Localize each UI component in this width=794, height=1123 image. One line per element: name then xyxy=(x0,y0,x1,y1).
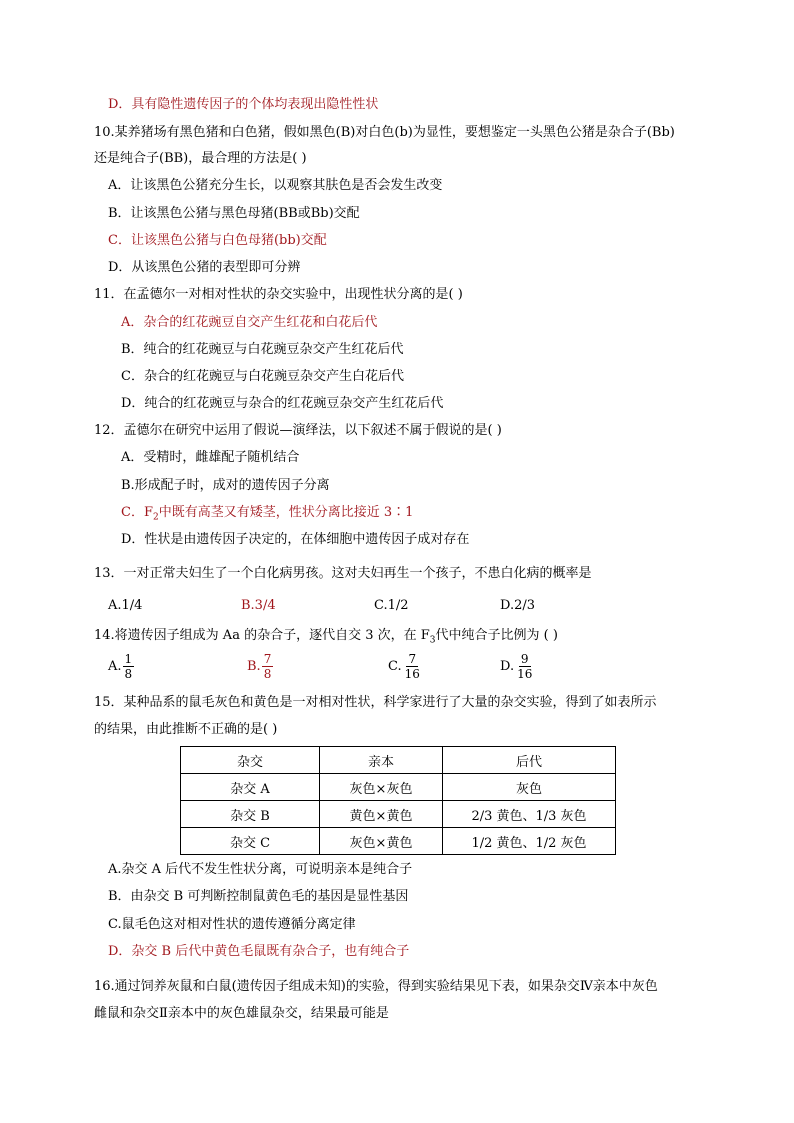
table-cell: 杂交 B xyxy=(181,801,320,828)
q14-option-c-numerator: 7 xyxy=(408,652,417,666)
q11-option-c: C．杂合的红花豌豆与白花豌豆杂交产生白花后代 xyxy=(121,369,404,384)
q15-stem-line2: 的结果，由此推断不正确的是( ) xyxy=(94,722,278,737)
q12-option-c-subscript: 2 xyxy=(152,512,159,523)
table-row xyxy=(181,828,616,855)
q14-option-b-label: B. xyxy=(247,659,261,674)
q12-option-a: A．受精时，雌雄配子随机结合 xyxy=(121,450,300,465)
q10-option-a: A．让该黑色公猪充分生长，以观察其肤色是否会发生改变 xyxy=(108,178,443,193)
q14-stem-prefix: 14.将遗传因子组成为 Aa 的杂合子，逐代自交 3 次，在 F xyxy=(94,628,430,643)
q14-option-c-fraction xyxy=(403,652,422,681)
q11-option-a: A．杂合的红花豌豆自交产生红花和白花后代 xyxy=(121,315,378,330)
q14-option-a xyxy=(108,652,134,681)
q14-option-c-denominator: 16 xyxy=(404,667,420,681)
q13-option-a: A.1/4 xyxy=(108,598,143,613)
table-row xyxy=(181,801,616,828)
table-row xyxy=(181,774,616,801)
q14-option-c xyxy=(388,652,422,681)
q12-option-d: D．性状是由遗传因子决定的，在体细胞中遗传因子成对存在 xyxy=(121,532,470,547)
q14-option-d xyxy=(500,652,534,681)
table-cell: 1/2 黄色、1/2 灰色 xyxy=(443,828,616,855)
table-cell: 2/3 黄色、1/3 灰色 xyxy=(443,801,616,828)
q13-option-b: B.3/4 xyxy=(241,598,276,613)
table-header-cell: 亲本 xyxy=(320,747,443,774)
q14-option-b xyxy=(247,652,273,681)
q12-option-b: B.形成配子时，成对的遗传因子分离 xyxy=(121,478,330,493)
q10-stem-line1: 10.某养猪场有黑色猪和白色猪，假如黑色(B)对白色(b)为显性，要想鉴定一头黑色公猪是杂合子(Bb) xyxy=(94,125,675,140)
q10-option-b: B．让该黑色公猪与黑色母猪(BB或Bb)交配 xyxy=(108,206,360,221)
q14-option-d-numerator: 9 xyxy=(520,652,529,666)
q14-stem xyxy=(94,627,558,650)
q14-option-d-fraction xyxy=(515,652,534,681)
q13-option-d: D.2/3 xyxy=(500,598,536,613)
q15-option-c: C.鼠毛色这对相对性状的遗传遵循分离定律 xyxy=(108,917,356,932)
q14-option-b-numerator: 7 xyxy=(263,652,272,666)
q14-option-a-fraction xyxy=(123,652,135,681)
q11-stem: 11．在孟德尔一对相对性状的杂交实验中，出现性状分离的是( ) xyxy=(94,287,463,302)
q12-option-c-prefix: C．F xyxy=(121,505,153,520)
q15-option-b: B．由杂交 B 可判断控制鼠黄色毛的基因是显性基因 xyxy=(108,889,409,904)
q14-option-a-numerator: 1 xyxy=(124,652,133,666)
q12-option-c xyxy=(121,504,413,527)
table-cell: 灰色×黄色 xyxy=(320,828,443,855)
q16-stem-line2: 雌鼠和杂交Ⅱ亲本中的灰色雄鼠杂交，结果最可能是 xyxy=(94,1006,389,1021)
q14-option-a-denominator: 8 xyxy=(124,667,133,681)
q16-stem-line1: 16.通过饲养灰鼠和白鼠(遗传因子组成未知)的实验，得到实验结果见下表，如果杂交Ⅳ亲本中灰色 xyxy=(94,979,658,994)
q14-option-b-denominator: 8 xyxy=(263,667,272,681)
table-cell: 杂交 A xyxy=(181,774,320,801)
table-header-row xyxy=(181,747,616,774)
q9-option-d: D．具有隐性遗传因子的个体均表现出隐性性状 xyxy=(108,97,379,112)
q15-stem-line1: 15．某种品系的鼠毛灰色和黄色是一对相对性状，科学家进行了大量的杂交实验，得到了如表所示 xyxy=(94,695,657,710)
q14-option-c-label: C. xyxy=(388,659,402,674)
table-cell: 灰色×灰色 xyxy=(320,774,443,801)
q13-option-c: C.1/2 xyxy=(374,598,409,613)
q14-option-d-label: D. xyxy=(500,659,515,674)
q12-option-c-text: 中既有高茎又有矮茎，性状分离比接近 3∶1 xyxy=(158,505,414,520)
q11-option-b: B．纯合的红花豌豆与白花豌豆杂交产生红花后代 xyxy=(121,342,404,357)
q10-stem-line2: 还是纯合子(BB)，最合理的方法是( ) xyxy=(94,151,307,166)
q10-option-c: C．让该黑色公猪与白色母猪(bb)交配 xyxy=(108,233,327,248)
q15-option-d: D．杂交 B 后代中黄色毛鼠既有杂合子，也有纯合子 xyxy=(108,944,410,959)
q13-stem: 13．一对正常夫妇生了一个白化病男孩。这对夫妇再生一个孩子，不患白化病的概率是 xyxy=(94,566,592,581)
cross-result-table xyxy=(180,746,616,855)
q12-stem: 12．孟德尔在研究中运用了假说—演绎法，以下叙述不属于假说的是( ) xyxy=(94,423,502,438)
table-cell: 杂交 C xyxy=(181,828,320,855)
table-header-cell: 后代 xyxy=(443,747,616,774)
table-header-cell: 杂交 xyxy=(181,747,320,774)
q14-stem-subscript: 3 xyxy=(429,635,436,646)
q10-option-d: D．从该黑色公猪的表型即可分辨 xyxy=(108,260,301,275)
q11-option-d: D．纯合的红花豌豆与杂合的红花豌豆杂交产生红花后代 xyxy=(121,396,444,411)
q14-option-a-label: A. xyxy=(108,659,122,674)
q14-option-b-fraction xyxy=(262,652,274,681)
q15-option-a: A.杂交 A 后代不发生性状分离，可说明亲本是纯合子 xyxy=(108,862,413,877)
table-cell: 黄色×黄色 xyxy=(320,801,443,828)
q14-stem-suffix: 代中纯合子比例为 ( ) xyxy=(435,628,558,643)
q14-option-d-denominator: 16 xyxy=(517,667,533,681)
table-cell: 灰色 xyxy=(443,774,616,801)
